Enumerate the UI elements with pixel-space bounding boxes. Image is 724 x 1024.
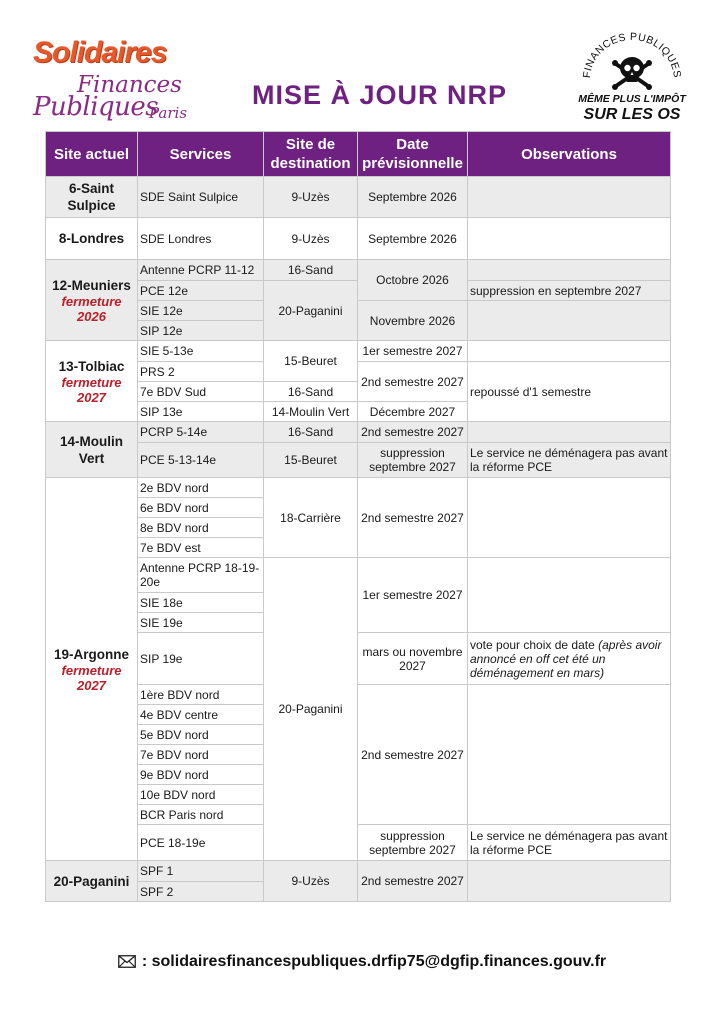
site-cell: 14-Moulin Vert <box>46 422 138 478</box>
table-row <box>46 177 671 218</box>
observation-text: vote pour choix de date <box>470 637 599 652</box>
service-cell: 7e BDV Sud <box>138 382 264 402</box>
table-row <box>46 825 671 861</box>
observation-cell <box>468 558 671 633</box>
service-cell: 7e BDV est <box>138 538 264 558</box>
service-cell: SIE 12e <box>138 301 264 321</box>
observation-cell <box>468 685 671 825</box>
table-row <box>46 558 671 593</box>
date-cell: Septembre 2026 <box>358 218 468 260</box>
logo-slogan-line1: MÊME PLUS L'IMPÔT <box>578 93 686 105</box>
footer-contact <box>0 953 724 973</box>
logo-text-solidaires: Solidaires <box>33 36 167 69</box>
table-row <box>46 685 671 705</box>
date-cell: suppression septembre 2027 <box>358 825 468 861</box>
service-cell: PCE 5-13-14e <box>138 443 264 478</box>
service-cell: PCE 18-19e <box>138 825 264 861</box>
observation-cell: repoussé d'1 semestre <box>468 362 671 422</box>
observation-cell: Le service ne déménagera pas avant la réforme PCE <box>468 443 671 478</box>
site-cell: 6-Saint Sulpice <box>46 177 138 218</box>
table-row <box>46 633 671 685</box>
table-row <box>46 218 671 260</box>
service-cell: 10e BDV nord <box>138 785 264 805</box>
site-cell: 13-Tolbiac fermeture 2027 <box>46 341 138 422</box>
table-row <box>46 362 671 382</box>
observation-cell <box>468 422 671 443</box>
observation-cell <box>468 218 671 260</box>
page-title: MISE À JOUR NRP <box>252 80 508 110</box>
service-cell: 9e BDV nord <box>138 765 264 785</box>
site-cell: 20-Paganini <box>46 861 138 902</box>
logo-slogan-line2: SUR LES OS <box>583 106 681 123</box>
service-cell: SDE Saint Sulpice <box>138 177 264 218</box>
service-cell: BCR Paris nord <box>138 805 264 825</box>
service-cell: 8e BDV nord <box>138 518 264 538</box>
date-cell: 1er semestre 2027 <box>358 341 468 362</box>
table-header-row <box>46 132 671 177</box>
observation-cell: Le service ne déménagera pas avant la réforme PCE <box>468 825 671 861</box>
site-cell: 12-Meuniers fermeture 2026 <box>46 260 138 341</box>
observation-cell <box>468 177 671 218</box>
service-cell: 7e BDV nord <box>138 745 264 765</box>
table-row <box>46 443 671 478</box>
date-cell: mars ou novembre 2027 <box>358 633 468 685</box>
destination-cell: 14-Moulin Vert <box>264 402 358 422</box>
service-cell: Antenne PCRP 18-19-20e <box>138 558 264 593</box>
service-cell: SIP 13e <box>138 402 264 422</box>
observation-cell: suppression en septembre 2027 <box>468 281 671 301</box>
header-services: Services <box>138 132 264 177</box>
destination-cell: 18-Carrière <box>264 478 358 558</box>
destination-cell: 15-Beuret <box>264 443 358 478</box>
date-cell: suppression septembre 2027 <box>358 443 468 478</box>
observation-cell <box>468 341 671 362</box>
service-cell: 6e BDV nord <box>138 498 264 518</box>
closure-note: fermeture 2027 <box>61 662 122 693</box>
service-cell: 2e BDV nord <box>138 478 264 498</box>
destination-cell: 16-Sand <box>264 260 358 281</box>
closure-note: fermeture 2026 <box>61 293 122 324</box>
service-cell: SIE 5-13e <box>138 341 264 362</box>
logo-text-publiques: Publiques <box>33 92 159 122</box>
logo-text-paris: Paris <box>149 104 188 122</box>
service-cell: 1ère BDV nord <box>138 685 264 705</box>
service-cell: PCRP 5-14e <box>138 422 264 443</box>
header-date: Date prévisionnelle <box>358 132 468 177</box>
destination-cell: 9-Uzès <box>264 861 358 902</box>
table-row <box>46 422 671 443</box>
service-cell: PRS 2 <box>138 362 264 382</box>
envelope-icon <box>118 955 136 973</box>
nrp-table <box>45 131 671 902</box>
logo-solidaires <box>33 36 193 122</box>
date-cell: 2nd semestre 2027 <box>358 422 468 443</box>
table-row <box>46 260 671 281</box>
header-observations: Observations <box>468 132 671 177</box>
skull-crossbones-icon <box>578 28 686 94</box>
service-cell: PCE 12e <box>138 281 264 301</box>
closure-note: fermeture 2027 <box>61 374 122 405</box>
observation-cell <box>468 301 671 341</box>
date-cell: Octobre 2026 <box>358 260 468 301</box>
contact-email[interactable]: : solidairesfinancespubliques.drfip75@dgfip.finances.gouv.fr <box>141 953 607 970</box>
date-cell: 2nd semestre 2027 <box>358 362 468 402</box>
site-cell: 19-Argonne fermeture 2027 <box>46 478 138 861</box>
service-cell: SIE 19e <box>138 613 264 633</box>
service-cell: 5e BDV nord <box>138 725 264 745</box>
destination-cell: 20-Paganini <box>264 558 358 861</box>
service-cell: 4e BDV centre <box>138 705 264 725</box>
service-cell: SDE Londres <box>138 218 264 260</box>
service-cell: SIE 18e <box>138 593 264 613</box>
date-cell: Novembre 2026 <box>358 301 468 341</box>
observation-cell <box>468 478 671 558</box>
service-cell: SPF 2 <box>138 882 264 902</box>
service-cell: SIP 12e <box>138 321 264 341</box>
destination-cell: 16-Sand <box>264 422 358 443</box>
observation-cell <box>468 861 671 902</box>
destination-cell: 9-Uzès <box>264 218 358 260</box>
destination-cell: 15-Beuret <box>264 341 358 382</box>
table-row <box>46 478 671 498</box>
date-cell: Décembre 2027 <box>358 402 468 422</box>
destination-cell: 20-Paganini <box>264 281 358 341</box>
date-cell: 2nd semestre 2027 <box>358 861 468 902</box>
destination-cell: 16-Sand <box>264 382 358 402</box>
date-cell: 1er semestre 2027 <box>358 558 468 633</box>
table-row <box>46 341 671 362</box>
observation-cell <box>468 260 671 281</box>
observation-cell <box>468 633 671 685</box>
destination-cell: 9-Uzès <box>264 177 358 218</box>
table-row <box>46 861 671 882</box>
site-cell: 8-Londres <box>46 218 138 260</box>
service-cell: SPF 1 <box>138 861 264 882</box>
date-cell: 2nd semestre 2027 <box>358 478 468 558</box>
header-site: Site actuel <box>46 132 138 177</box>
logo-arc-text: FINANCES PUBLIQUES <box>580 30 684 79</box>
header-destination: Site de destination <box>264 132 358 177</box>
service-cell: SIP 19e <box>138 633 264 685</box>
date-cell: 2nd semestre 2027 <box>358 685 468 825</box>
observation-note: (après avoir annoncé en off cet été un déménagement en mars) <box>470 637 662 680</box>
service-cell: Antenne PCRP 11-12 <box>138 260 264 281</box>
logo-text-finances: Finances <box>77 72 182 98</box>
table-row <box>46 301 671 321</box>
logo-finances-publiques <box>578 28 686 122</box>
date-cell: Septembre 2026 <box>358 177 468 218</box>
